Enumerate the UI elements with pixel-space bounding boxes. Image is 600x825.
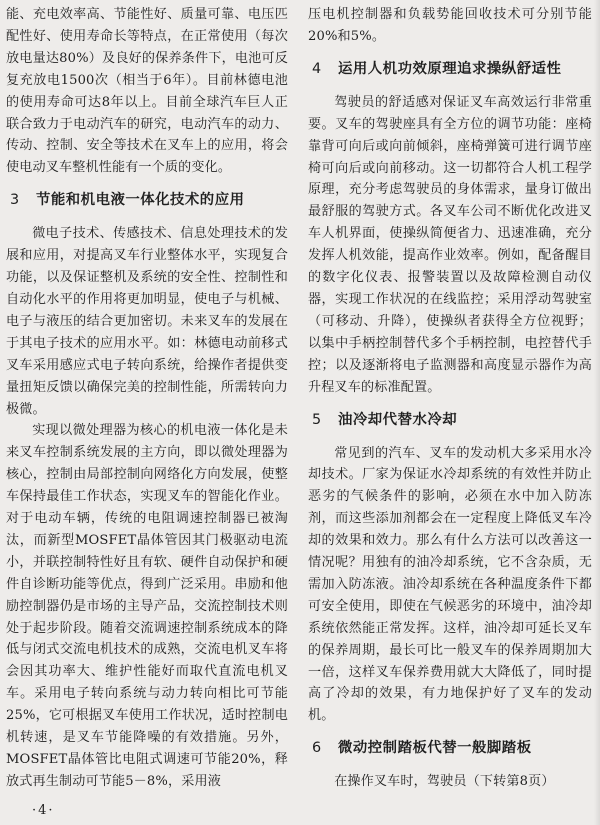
section-3-paragraph-1: 微电子技术、传感技术、信息处理技术的发展和应用，对提高叉车行业整体水平，实现复合功能，以及保证整机及系统的安全性、控制性和自动化水平的作用将更加明显，使电子与机械、电子与液压的结合更加密切。未来叉车的发展在于其电子技术的应用水平。如：林德电动前移式叉车采用感应式电子转向系统，给操作者提供变量扭矩反馈以确保完美的控制性能，所需转向力极微。: [6, 226, 288, 417]
section-6-number: 6: [312, 740, 322, 757]
section-3-title: 节能和机电液一体化技术的应用: [36, 192, 245, 209]
section-4-number: 4: [312, 60, 322, 77]
section-5-heading: [308, 409, 592, 431]
section-4-paragraph: 驾驶员的舒适感对保证叉车高效运行非常重要。叉车的驾驶座具有全方位的调节功能：座椅靠背可向后或向前倾斜，座椅弹簧可进行调节座椅可向后或向前移动。这一切都符合人机工程学原理，充分考虑驾驶员的身体需求，量身订做出最舒服的驾驶方式。各叉车公司不断优化改进叉车人机界面，使操纵简便省力、迅速准确，充分发挥人机效能，提高作业效率。例如，配备醒目的数字化仪表、报警装置以及故障检测自动仪器，实现工作状况的在线监控；采用浮动驾驶室（可移动、升降），使操纵者获得全方位视野；以集中手柄控制替代多个手柄控制，电控替代手控；以及逐渐将电子监测器和高度显示器作为高升程叉车的标准配置。: [308, 94, 592, 395]
section-6-title: 微动控制踏板代替一般脚踏板: [338, 740, 532, 757]
right-column: [308, 4, 592, 793]
section-5-paragraph: 常见到的汽车、叉车的发动机大多采用水冷却技术。厂家为保证水冷却系统的有效性并防止恶劣的气候条件的影响，必须在水中加入防冻剂，而这些添加剂都会在一定程度上降低叉车冷却的效果和效力。那么有什么方法可以改善这一情况呢？用独有的油冷却系统，它不含杂质，无需加入防冻液。油冷却系统在各种温度条件下都可安全使用，即使在气候恶劣的环境中，油冷却系统依然能正常发挥。这样，油冷却可延长叉车的保养周期，最长可比一般叉车的保养周期加大一倍，这样叉车保养费用就大大降低了，同时提高了冷却的效果，有力地保护好了叉车的发动机。: [308, 445, 592, 724]
page-number: ·4·: [32, 803, 55, 818]
section-6-heading: [308, 737, 592, 759]
left-column: [6, 4, 288, 793]
section-6-paragraph: 在操作叉车时，驾驶员（下转第8页）: [334, 774, 555, 790]
section-3-paragraph-2: 实现以微处理器为核心的机电液一体化是未来叉车控制系统发展的主方向，即以微处理器为核心，控制由局部控制向网络化方向发展，使整车保持最佳工作状态，实现叉车的智能化作业。对于电动车辆，传统的电阻调速控制器已被淘汰，而新型MOSFET晶体管因其门极驱动电流小，并联控制特性好且有软、硬件自动保护和硬件自诊断功能等优点，得到广泛采用。串励和他励控制器仍是市场的主导产品，交流控制技术则处于起步阶段。随着交流调速控制系统成本的降低与闭式交流电机技术的成熟，交流电机叉车将会因其功率大、维护性能好而取代直流电机叉车。采用电子转向系统与动力转向相比可节能25%，它可根据叉车使用工作状况，适时控制电机转速，是叉车节能降噪的有效措施。另外，MOSFET晶体管比电阻式调速可节能20%，释放式再生制动可节能5－8%，采用液: [6, 423, 288, 789]
section-4-heading: [308, 58, 592, 80]
continuation-paragraph: 压电机控制器和负载势能回收技术可分别节能20%和5%。: [308, 7, 592, 44]
section-4-title: 运用人机功效原理追求操纵舒适性: [338, 60, 562, 77]
section-5-number: 5: [312, 411, 322, 428]
intro-paragraph: 能、充电效率高、节能性好、质量可靠、电压匹配性好、使用寿命长等特点，在正常使用（每次放电量达80%）及良好的保养条件下，电池可反复充放电1500次（相当于6年）。目前林德电池的使用寿命可达8年以上。目前全球汽车巨人正联合致力于电动汽车的研究，电动汽车的动力、传动、控制、安全等技术在叉车上的应用，将会使电动叉车整机性能有一个质的变化。: [6, 7, 288, 176]
section-3-number: 3: [10, 192, 20, 209]
section-3-heading: [6, 189, 288, 211]
scan-edge-shadow: [594, 0, 600, 825]
section-5-title: 油冷却代替水冷却: [338, 411, 458, 428]
